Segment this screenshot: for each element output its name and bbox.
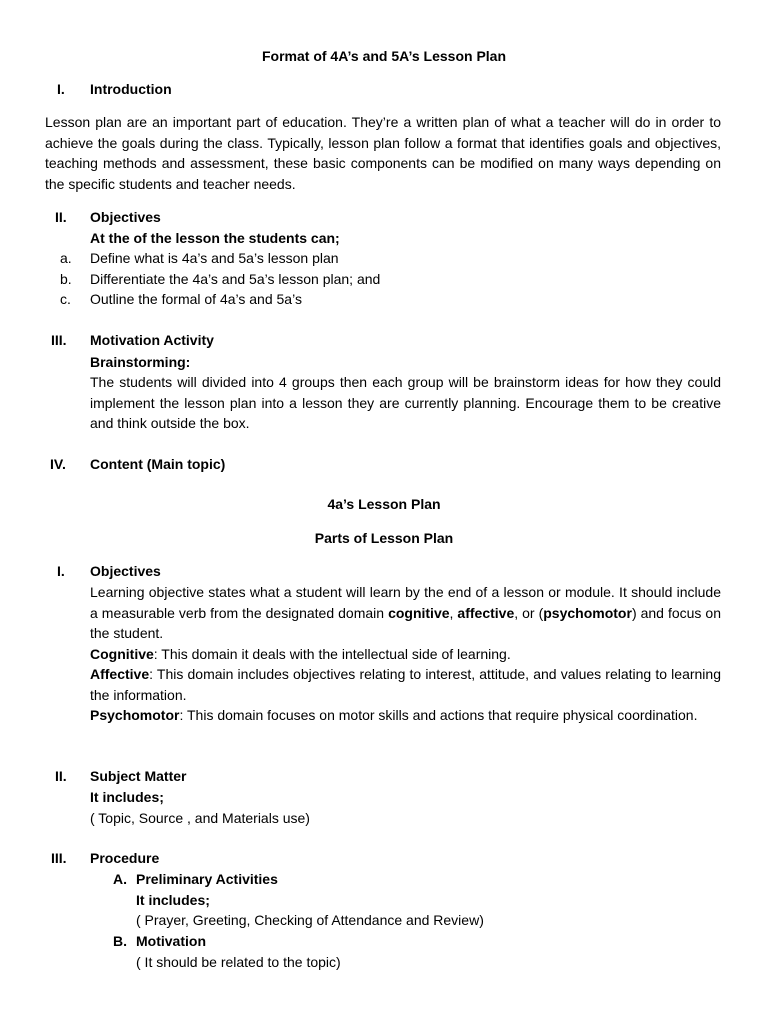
document-title: Format of 4A’s and 5A’s Lesson Plan: [261, 48, 507, 64]
procedure-item-a: [113, 869, 484, 931]
def-psychomotor: [90, 705, 721, 726]
intro-heading-text: Introduction: [90, 81, 172, 97]
objectives-heading-text: Objectives: [90, 209, 161, 225]
objectives-text-a: Learning objective states what a student will learn by the end of a lesson or module. It should include a measurable verb from the designated domain: [90, 584, 721, 621]
term-affective: affective: [457, 604, 515, 621]
motivation-paragraph: [90, 372, 721, 434]
term-cognitive: cognitive: [388, 604, 450, 621]
def-cognitive-text: : This domain it deals with the intellectual side of learning.: [153, 645, 511, 662]
def-psychomotor-text: : This domain focuses on motor skills and actions that require physical coordination.: [179, 707, 698, 723]
content-heading-text: Content (Main topic): [90, 456, 226, 472]
objectives-list: [60, 248, 380, 310]
parts-objectives-paragraph: [90, 582, 721, 644]
objective-text-b: Differentiate the 4a’s and 5a’s lesson plan; and: [90, 270, 381, 287]
motivation-heading-text: Motivation Activity: [90, 332, 214, 348]
subject-matter-text: ( Topic, Source , and Materials use): [90, 809, 310, 826]
def-psychomotor-label: Psychomotor: [90, 707, 180, 723]
def-affective: [90, 664, 721, 705]
procedure-a-subheading: It includes;: [136, 891, 210, 908]
subject-matter-heading: [45, 767, 186, 785]
procedure-marker-b: B.: [113, 933, 127, 949]
procedure-heading-text: Procedure: [90, 850, 160, 866]
def-affective-label: Affective: [90, 666, 150, 682]
objectives-comma: ,: [449, 604, 454, 621]
section-subtitle: Parts of Lesson Plan: [314, 530, 454, 546]
objective-marker-c: c.: [60, 291, 71, 307]
objective-marker-a: a.: [60, 250, 72, 266]
procedure-heading: [45, 849, 159, 867]
intro-number: I.: [57, 81, 65, 97]
content-heading: [45, 455, 225, 473]
content-number: IV.: [50, 456, 66, 472]
objectives-subheading: At the of the lesson the students can;: [90, 230, 340, 246]
procedure-marker-a: A.: [113, 871, 127, 887]
motivation-heading: [45, 331, 214, 349]
objectives-number: II.: [55, 209, 67, 225]
subject-matter-number: II.: [55, 768, 67, 784]
intro-heading: [45, 80, 172, 98]
procedure-a-heading: Preliminary Activities: [136, 871, 278, 887]
objective-text-a: Define what is 4a’s and 5a’s lesson plan: [90, 250, 339, 266]
parts-objectives-number: I.: [57, 563, 65, 579]
objectives-text-b: ) and focus on the student.: [90, 604, 721, 641]
objective-item-a: [60, 248, 380, 269]
def-cognitive: [90, 644, 721, 665]
objectives-open-paren: (: [538, 604, 544, 621]
parts-objectives-heading-text: Objectives: [90, 563, 161, 579]
procedure-a-text: ( Prayer, Greeting, Checking of Attendance and Review): [136, 912, 484, 928]
objective-marker-b: b.: [60, 270, 72, 287]
subject-matter-body: [90, 787, 721, 828]
procedure-item-b: [113, 931, 341, 972]
section-title: 4a’s Lesson Plan: [327, 496, 441, 512]
motivation-text: The students will divided into 4 groups then each group will be brainstorm ideas for how they could implement the lesson plan into a lesson they are currently planning. Encourage them to be creative and think outside the box.: [90, 374, 721, 431]
objectives-or: , or: [514, 604, 535, 621]
objectives-heading: [45, 208, 161, 226]
def-affective-text: : This domain includes objectives relating to interest, attitude, and values relating to learning the information.: [90, 666, 721, 703]
objective-item-b: [60, 269, 380, 290]
parts-objectives-heading: [45, 562, 161, 580]
procedure-b-heading: Motivation: [136, 933, 206, 949]
objective-item-c: [60, 289, 380, 310]
def-cognitive-label: Cognitive: [90, 645, 154, 662]
motivation-number: III.: [51, 332, 67, 348]
subject-matter-subheading: It includes;: [90, 789, 164, 805]
motivation-subheading: Brainstorming:: [90, 354, 191, 370]
objective-text-c: Outline the formal of 4a’s and 5a’s: [90, 291, 302, 307]
subject-matter-heading-text: Subject Matter: [90, 768, 187, 784]
term-psychomotor: psychomotor: [543, 604, 632, 621]
procedure-number: III.: [51, 850, 67, 866]
procedure-b-text: ( It should be related to the topic): [136, 953, 341, 970]
intro-paragraph: Lesson plan are an important part of education. They’re a written plan of what a teacher will do in order to achieve the goals during the class. Typically, lesson plan follow a format that identifies goals and objectives, teaching methods and assessment, these basic components can be modified on many ways depending on the specific students and teacher needs.: [45, 114, 721, 193]
parts-objectives-body: [90, 582, 721, 726]
